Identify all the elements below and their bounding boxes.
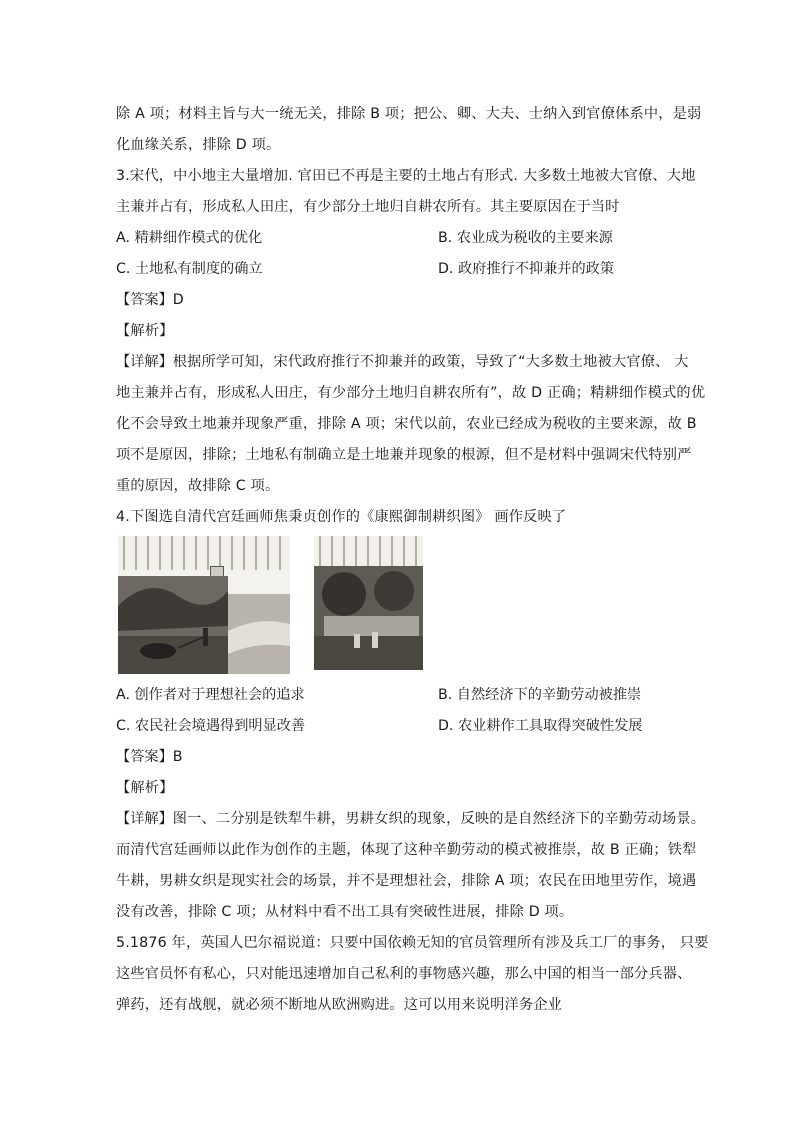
q4-detail	[116, 809, 706, 829]
q3-detail	[116, 352, 689, 372]
question-5-stem: 弹药，还有战舰，就必须不断地从欧洲购进。这可以用来说明洋务企业	[116, 997, 563, 1013]
question-3-stem: 主兼并占有，形成私人田庄，有少部分土地归自耕农所有。其主要原因在于当时	[116, 199, 620, 215]
farmstead-scene-drawing	[314, 536, 423, 670]
q3-detail-line: 化不会导致土地兼并现象严重，排除 A 项；宋代以前，农业已经成为税收的主要来源，故 B	[116, 416, 697, 432]
q3-detail-line: 地主兼并占有，形成私人田庄，有少部分土地归自耕农所有”，故 D 正确；精耕细作模式的优	[116, 385, 706, 401]
q3-option-d: D. 政府推行不抑兼并的政策	[438, 261, 615, 277]
question-4-stem: 4.下图选自清代宫廷画师焦秉贞创作的《康熙御制耕织图》 画作反映了	[116, 509, 567, 525]
q3-detail-line: 重的原因，故排除 C 项。	[116, 478, 280, 494]
plowing-scene-drawing	[118, 536, 290, 674]
detail-tag: 【详解】	[116, 811, 173, 827]
q3-option-c: C. 土地私有制度的确立	[116, 261, 263, 277]
text-line: 化血缘关系，排除 D 项。	[116, 137, 281, 153]
q4-option-c: C. 农民社会境遇得到明显改善	[116, 718, 306, 734]
q3-analysis-tag: 【解析】	[116, 323, 174, 339]
painting-plowing	[118, 536, 290, 674]
q4-analysis-tag: 【解析】	[116, 780, 174, 796]
detail-text: 图一、二分别是铁犁牛耕，男耕女织的现象，反映的是自然经济下的辛勤劳动场景。	[172, 811, 706, 827]
q4-answer	[116, 747, 686, 767]
q4-option-a: A. 创作者对于理想社会的追求	[116, 687, 305, 703]
q3-answer	[116, 290, 686, 310]
q4-detail-line: 而清代宫廷画师以此作为创作的主题，体现了这种辛勤劳动的模式被推崇，故 B 正确；铁犁	[116, 842, 697, 858]
question-5-stem: 这些官员怀有私心，只对能迅速增加自己私利的事物感兴趣，那么中国的相当一部分兵器、	[116, 966, 692, 982]
answer-tag: 【答案】	[116, 292, 173, 308]
detail-tag: 【详解】	[116, 354, 173, 370]
q3-detail-line: 项不是原因，排除；土地私有制确立是土地兼并现象的根源，但不是材料中强调宋代特别严	[116, 447, 692, 463]
detail-text: 根据所学可知，宋代政府推行不抑兼并的政策，导致了“大多数土地被大官僚、 大	[172, 354, 689, 370]
q4-option-b: B. 自然经济下的辛勤劳动被推崇	[438, 687, 642, 703]
q4-detail-line: 牛耕，男耕女织是现实社会的场景，并不是理想社会，排除 A 项；农民在田地里劳作，境遇	[116, 873, 697, 889]
question-5-stem: 5.1876 年，英国人巴尔福说道：只要中国依赖无知的官员管理所有涉及兵工厂的事务， 只要	[116, 935, 709, 951]
q3-option-a: A. 精耕细作模式的优化	[116, 230, 263, 246]
text-line: 除 A 项；材料主旨与大一统无关，排除 B 项；把公、卿、大夫、士纳入到官僚体系中，是弱	[116, 106, 702, 122]
q3-option-b: B. 农业成为税收的主要来源	[438, 230, 613, 246]
answer-value: B	[172, 749, 183, 765]
answer-tag: 【答案】	[116, 749, 173, 765]
answer-value: D	[172, 292, 184, 308]
q4-option-d: D. 农业耕作工具取得突破性发展	[438, 718, 643, 734]
q4-detail-line: 没有改善，排除 C 项；从材料中看不出工具有突破性进展，排除 D 项。	[116, 904, 574, 920]
question-3-stem: 3.宋代，中小地主大量增加. 官田已不再是主要的土地占有形式. 大多数土地被大官僚、大地	[116, 168, 696, 184]
painting-farmstead	[314, 536, 423, 670]
